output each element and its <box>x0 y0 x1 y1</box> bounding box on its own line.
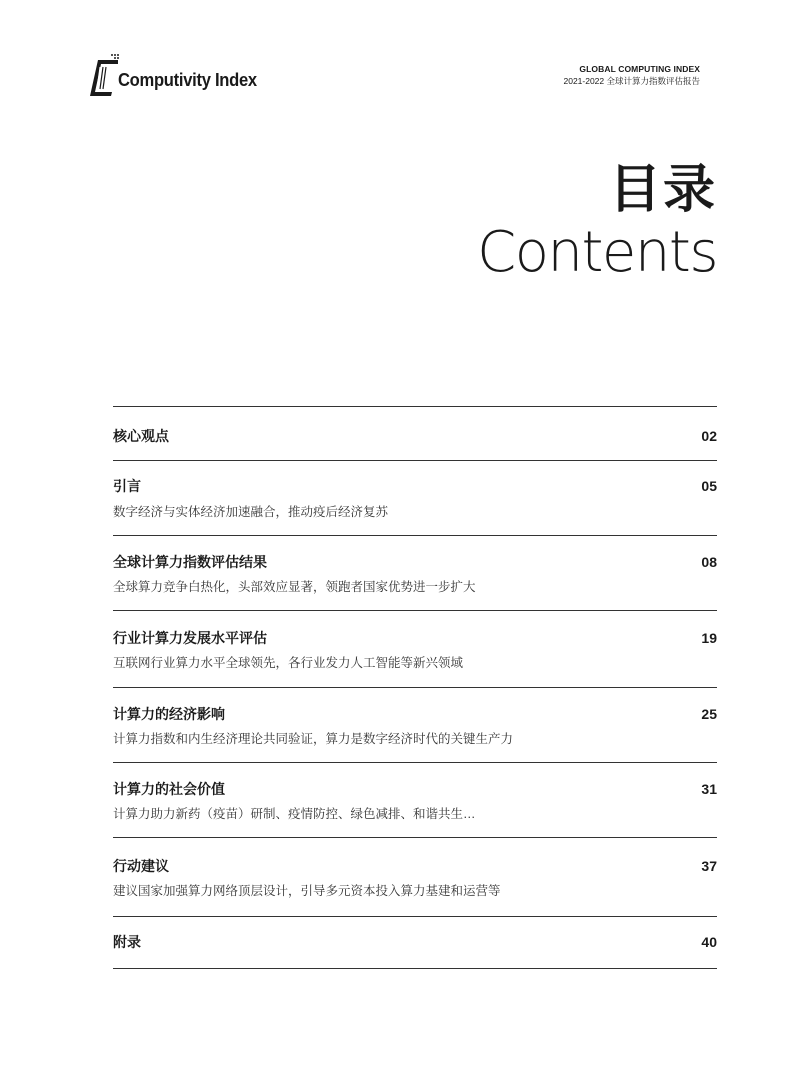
toc-item-page: 25 <box>701 706 717 722</box>
toc-item[interactable] <box>113 917 717 969</box>
toc-item-subtitle: 互联网行业算力水平全球领先，各行业发力人工智能等新兴领域 <box>113 656 464 670</box>
report-name-en: GLOBAL COMPUTING INDEX <box>579 64 700 74</box>
toc-item-page: 37 <box>701 858 717 874</box>
logo-text: Computivity Index <box>118 70 257 90</box>
toc-item[interactable] <box>113 763 717 838</box>
toc-item-page: 19 <box>701 630 717 646</box>
page-title-cn: 目录 <box>608 160 717 220</box>
page-title-en: Contents <box>477 220 717 285</box>
toc-item-page: 02 <box>701 428 717 444</box>
toc-item-title: 全球计算力指数评估结果 <box>113 554 267 570</box>
logo-c-icon <box>86 54 120 98</box>
logo <box>86 54 286 98</box>
toc-item-title: 计算力的经济影响 <box>113 706 225 722</box>
toc-item[interactable] <box>113 688 717 763</box>
toc-item-page: 40 <box>701 934 717 950</box>
toc-item[interactable] <box>113 611 717 688</box>
toc-item-subtitle: 全球算力竞争白热化，头部效应显著，领跑者国家优势进一步扩大 <box>113 580 476 594</box>
toc-item-title: 计算力的社会价值 <box>113 781 225 797</box>
toc-item[interactable] <box>113 461 717 536</box>
toc-item-subtitle: 计算力助力新药（疫苗）研制、疫情防控、绿色减排、和谐共生… <box>113 807 476 821</box>
toc-item[interactable] <box>113 838 717 917</box>
toc-item-subtitle: 数字经济与实体经济加速融合，推动疫后经济复苏 <box>113 505 389 519</box>
toc-item[interactable] <box>113 536 717 611</box>
toc-item[interactable] <box>113 407 717 461</box>
toc-item-title: 行动建议 <box>113 858 169 874</box>
toc-item-title: 引言 <box>113 478 141 494</box>
toc-item-page: 05 <box>701 478 717 494</box>
report-header <box>563 63 700 88</box>
toc-item-subtitle: 计算力指数和内生经济理论共同验证，算力是数字经济时代的关键生产力 <box>113 732 514 746</box>
toc-item-page: 31 <box>701 781 717 797</box>
toc-item-title: 行业计算力发展水平评估 <box>113 630 267 646</box>
toc-item-title: 附录 <box>113 934 141 950</box>
table-of-contents <box>113 406 717 969</box>
toc-item-title: 核心观点 <box>113 428 169 444</box>
toc-item-page: 08 <box>701 554 717 570</box>
toc-item-subtitle: 建议国家加强算力网络顶层设计，引导多元资本投入算力基建和运营等 <box>113 884 501 898</box>
report-name-cn: 2021-2022 全球计算力指数评估报告 <box>563 76 700 86</box>
